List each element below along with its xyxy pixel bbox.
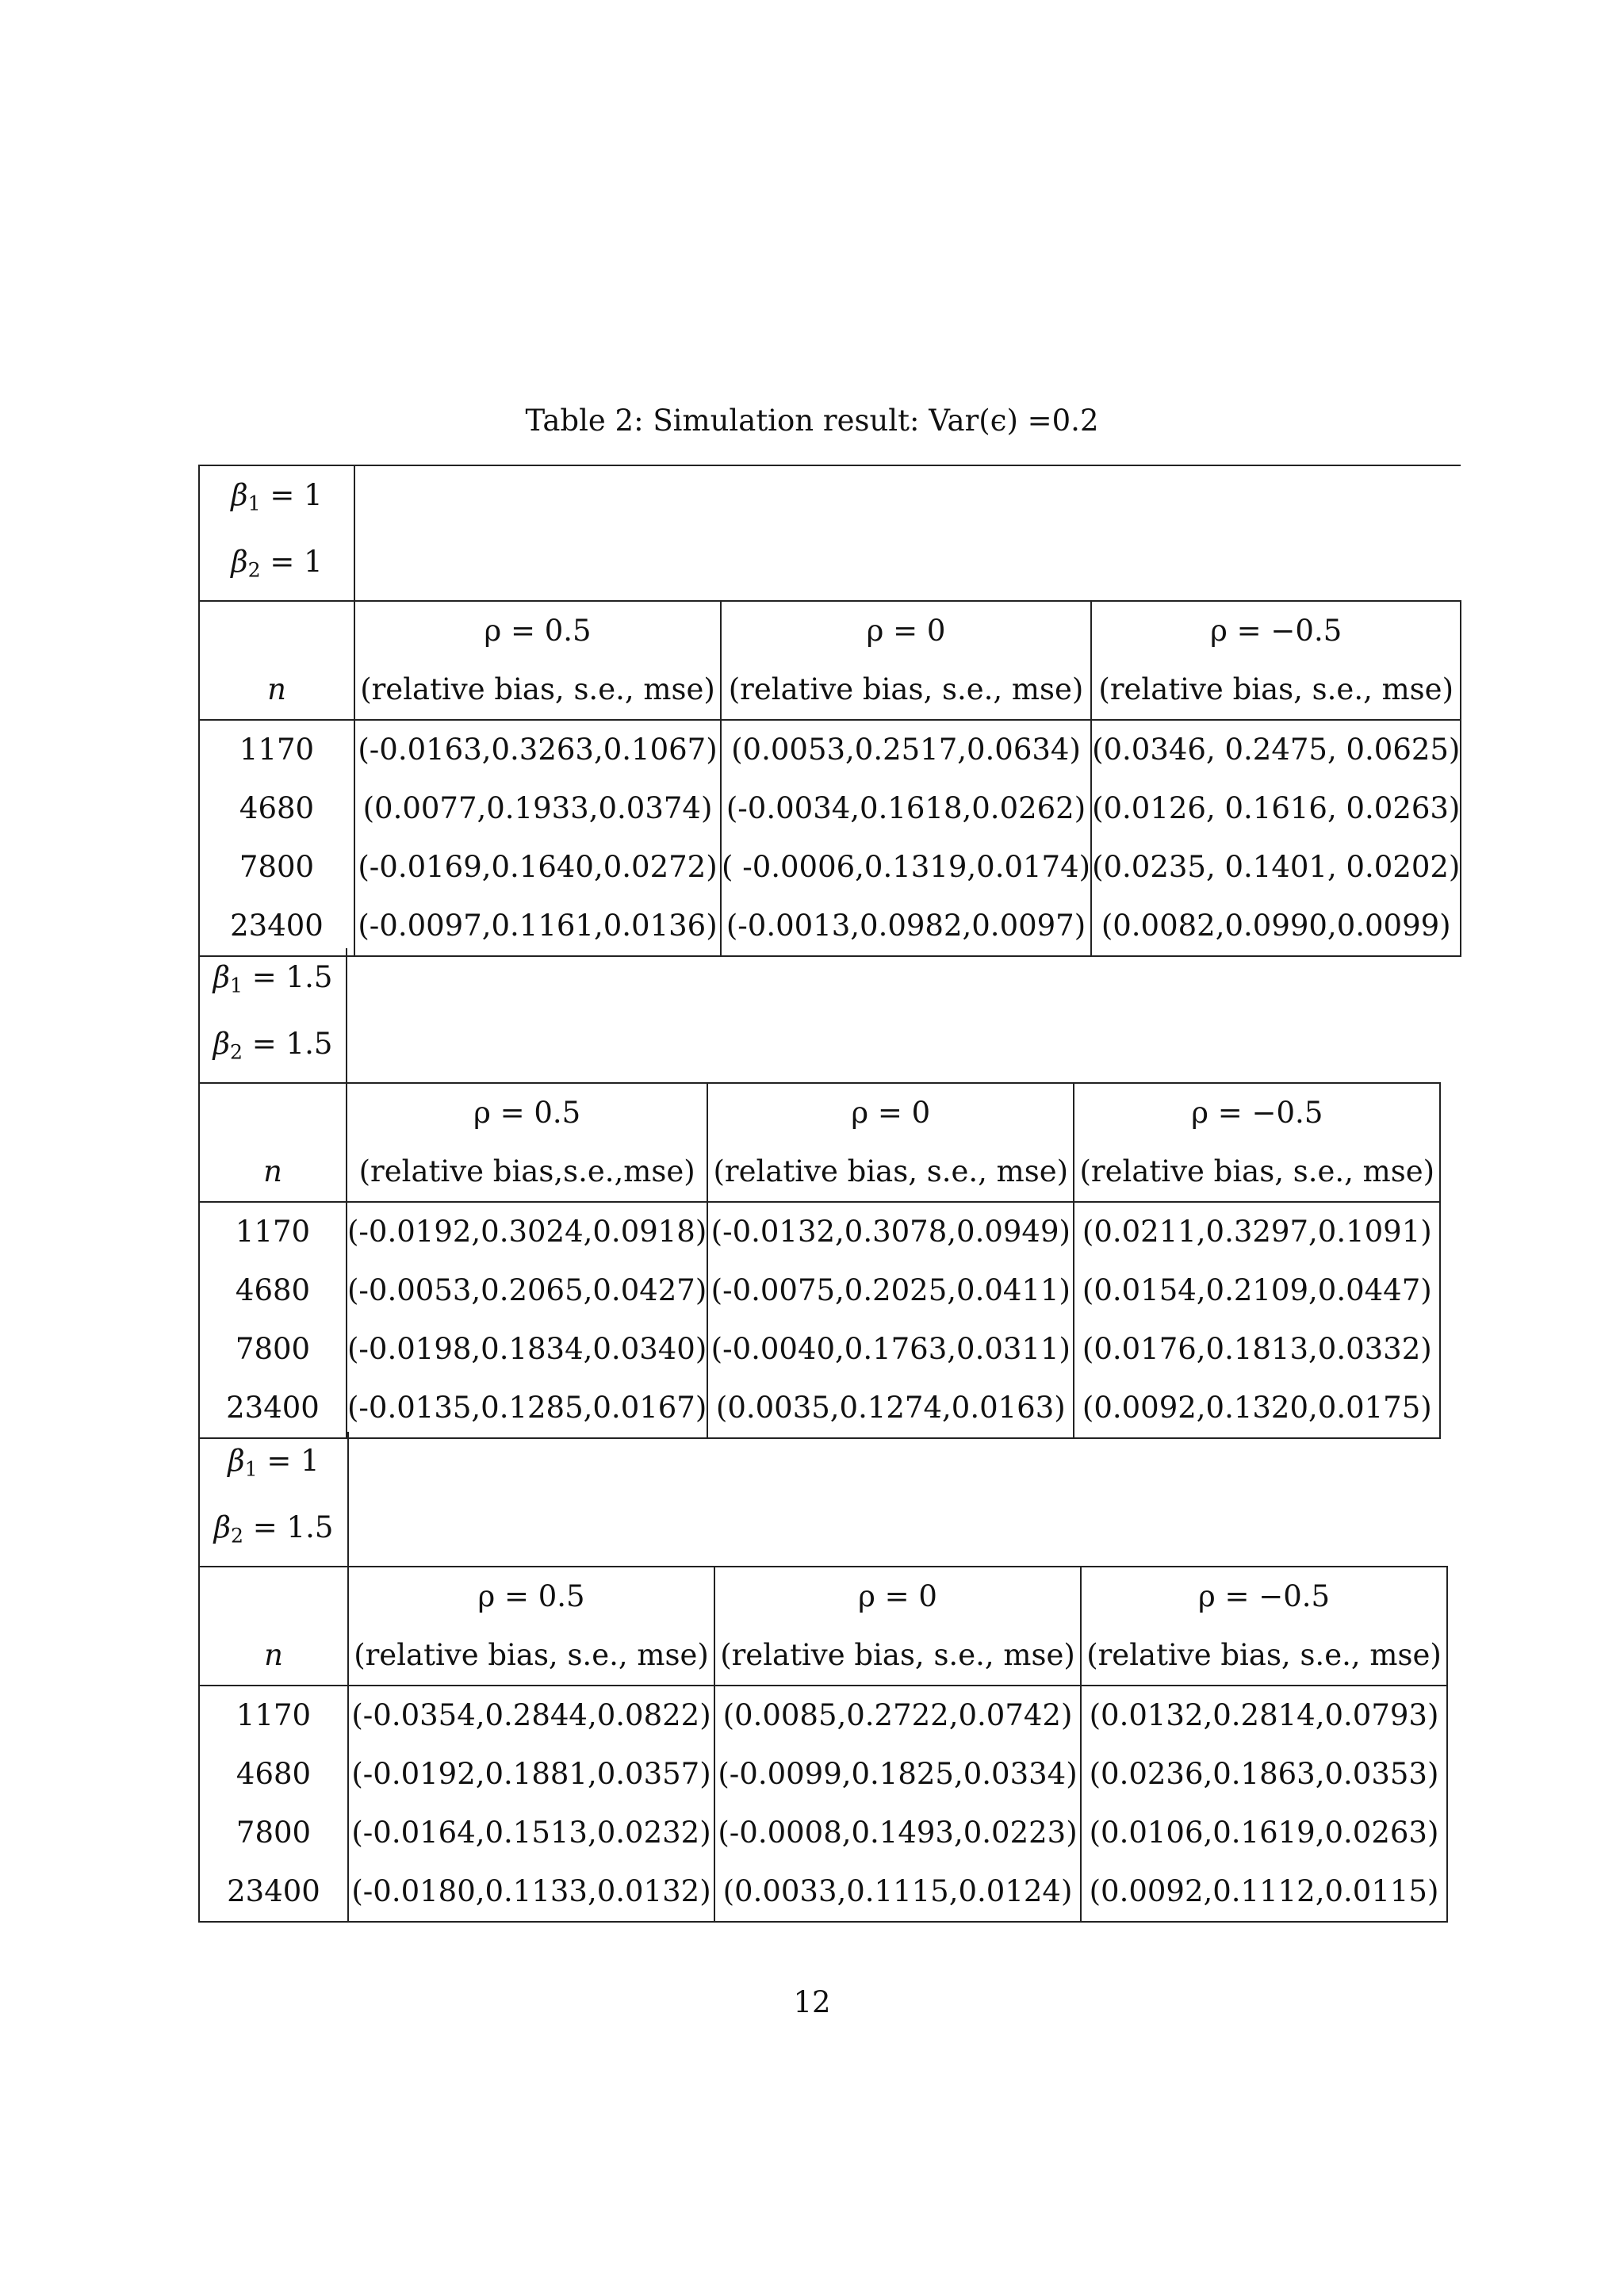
metric-header: (relative bias, s.e., mse) bbox=[1081, 1626, 1447, 1686]
result-cell: (0.0236,0.1863,0.0353) bbox=[1081, 1745, 1447, 1804]
result-cell: ( -0.0006,0.1319,0.0174) bbox=[721, 838, 1091, 897]
n-value: 1170 bbox=[199, 720, 354, 779]
result-cell: (0.0035,0.1274,0.0163) bbox=[707, 1379, 1074, 1438]
metric-header: (relative bias, s.e., mse) bbox=[1074, 1142, 1440, 1202]
table-row bbox=[199, 779, 1461, 838]
result-cell: (0.0082,0.0990,0.0099) bbox=[1091, 897, 1461, 956]
n-value: 23400 bbox=[199, 897, 354, 956]
rho-header: ρ = 0 bbox=[707, 1083, 1074, 1142]
result-cell: (0.0053,0.2517,0.0634) bbox=[721, 720, 1091, 779]
metric-header: (relative bias, s.e., mse) bbox=[707, 1142, 1074, 1202]
metric-header: (relative bias, s.e., mse) bbox=[1091, 660, 1461, 720]
n-header: n bbox=[199, 1142, 347, 1202]
metric-header: (relative bias, s.e., mse) bbox=[348, 1626, 714, 1686]
result-cell: (-0.0034,0.1618,0.0262) bbox=[721, 779, 1091, 838]
result-cell: (-0.0169,0.1640,0.0272) bbox=[354, 838, 721, 897]
result-cell: (-0.0164,0.1513,0.0232) bbox=[348, 1804, 714, 1862]
page-number: 12 bbox=[793, 1985, 831, 2019]
result-cell: (0.0085,0.2722,0.0742) bbox=[714, 1686, 1081, 1745]
table-row bbox=[199, 1862, 1447, 1922]
metric-header: (relative bias, s.e., mse) bbox=[721, 660, 1091, 720]
result-cell: (0.0126, 0.1616, 0.0263) bbox=[1091, 779, 1461, 838]
result-cell: (-0.0192,0.1881,0.0357) bbox=[348, 1745, 714, 1804]
result-cell: (0.0346, 0.2475, 0.0625) bbox=[1091, 720, 1461, 779]
n-value: 4680 bbox=[199, 1261, 347, 1320]
metric-header: (relative bias, s.e., mse) bbox=[714, 1626, 1081, 1686]
table-row bbox=[199, 1202, 1440, 1261]
table-block-3 bbox=[198, 1432, 1448, 1923]
result-cell: (-0.0097,0.1161,0.0136) bbox=[354, 897, 721, 956]
n-value: 23400 bbox=[199, 1862, 348, 1922]
n-value: 4680 bbox=[199, 1745, 348, 1804]
beta1-label: $\beta_1 = 1.5$ bbox=[199, 948, 347, 1015]
table-block-2 bbox=[198, 948, 1441, 1439]
n-value: 1170 bbox=[199, 1202, 347, 1261]
table-row bbox=[199, 1686, 1447, 1745]
result-cell: (-0.0013,0.0982,0.0097) bbox=[721, 897, 1091, 956]
metric-header: (relative bias,s.e.,mse) bbox=[347, 1142, 707, 1202]
result-cell: (0.0092,0.1112,0.0115) bbox=[1081, 1862, 1447, 1922]
table-block-1 bbox=[198, 465, 1461, 957]
table-row bbox=[199, 1261, 1440, 1320]
n-value: 1170 bbox=[199, 1686, 348, 1745]
beta1-label: $\beta_1 = 1$ bbox=[199, 465, 354, 533]
n-header: n bbox=[199, 660, 354, 720]
result-cell: (0.0077,0.1933,0.0374) bbox=[354, 779, 721, 838]
rho-header: ρ = 0 bbox=[721, 601, 1091, 660]
result-cell: (0.0176,0.1813,0.0332) bbox=[1074, 1320, 1440, 1379]
result-cell: (-0.0040,0.1763,0.0311) bbox=[707, 1320, 1074, 1379]
table-row bbox=[199, 897, 1461, 956]
n-header: n bbox=[199, 1626, 348, 1686]
rho-header: ρ = 0 bbox=[714, 1567, 1081, 1626]
beta1-label: $\beta_1 = 1$ bbox=[199, 1432, 348, 1498]
result-cell: (0.0092,0.1320,0.0175) bbox=[1074, 1379, 1440, 1438]
table-row bbox=[199, 1804, 1447, 1862]
beta2-label: $\beta_2 = 1$ bbox=[199, 533, 354, 600]
result-cell: (0.0235, 0.1401, 0.0202) bbox=[1091, 838, 1461, 897]
n-value: 7800 bbox=[199, 838, 354, 897]
table-row bbox=[199, 838, 1461, 897]
rho-header: ρ = −0.5 bbox=[1091, 601, 1461, 660]
result-cell: (-0.0192,0.3024,0.0918) bbox=[347, 1202, 707, 1261]
n-value: 7800 bbox=[199, 1804, 348, 1862]
n-value: 23400 bbox=[199, 1379, 347, 1438]
result-cell: (0.0211,0.3297,0.1091) bbox=[1074, 1202, 1440, 1261]
result-cell: (-0.0053,0.2065,0.0427) bbox=[347, 1261, 707, 1320]
result-cell: (-0.0198,0.1834,0.0340) bbox=[347, 1320, 707, 1379]
rho-header: ρ = 0.5 bbox=[347, 1083, 707, 1142]
result-cell: (-0.0075,0.2025,0.0411) bbox=[707, 1261, 1074, 1320]
rho-header: ρ = 0.5 bbox=[348, 1567, 714, 1626]
table-caption: Table 2: Simulation result: Var(ϵ) =0.2 bbox=[525, 404, 1099, 438]
beta2-label: $\beta_2 = 1.5$ bbox=[199, 1498, 348, 1566]
n-value: 7800 bbox=[199, 1320, 347, 1379]
result-cell: (-0.0099,0.1825,0.0334) bbox=[714, 1745, 1081, 1804]
beta2-label: $\beta_2 = 1.5$ bbox=[199, 1015, 347, 1082]
rho-header: ρ = 0.5 bbox=[354, 601, 721, 660]
table-row bbox=[199, 1379, 1440, 1438]
result-cell: (-0.0008,0.1493,0.0223) bbox=[714, 1804, 1081, 1862]
result-cell: (0.0132,0.2814,0.0793) bbox=[1081, 1686, 1447, 1745]
table-row bbox=[199, 720, 1461, 779]
result-cell: (-0.0135,0.1285,0.0167) bbox=[347, 1379, 707, 1438]
result-cell: (-0.0354,0.2844,0.0822) bbox=[348, 1686, 714, 1745]
table-row bbox=[199, 1745, 1447, 1804]
n-value: 4680 bbox=[199, 779, 354, 838]
rho-header: ρ = −0.5 bbox=[1074, 1083, 1440, 1142]
metric-header: (relative bias, s.e., mse) bbox=[354, 660, 721, 720]
result-cell: (0.0154,0.2109,0.0447) bbox=[1074, 1261, 1440, 1320]
rho-header: ρ = −0.5 bbox=[1081, 1567, 1447, 1626]
result-cell: (-0.0163,0.3263,0.1067) bbox=[354, 720, 721, 779]
result-cell: (0.0033,0.1115,0.0124) bbox=[714, 1862, 1081, 1922]
table-row bbox=[199, 1320, 1440, 1379]
result-cell: (0.0106,0.1619,0.0263) bbox=[1081, 1804, 1447, 1862]
result-cell: (-0.0180,0.1133,0.0132) bbox=[348, 1862, 714, 1922]
result-cell: (-0.0132,0.3078,0.0949) bbox=[707, 1202, 1074, 1261]
